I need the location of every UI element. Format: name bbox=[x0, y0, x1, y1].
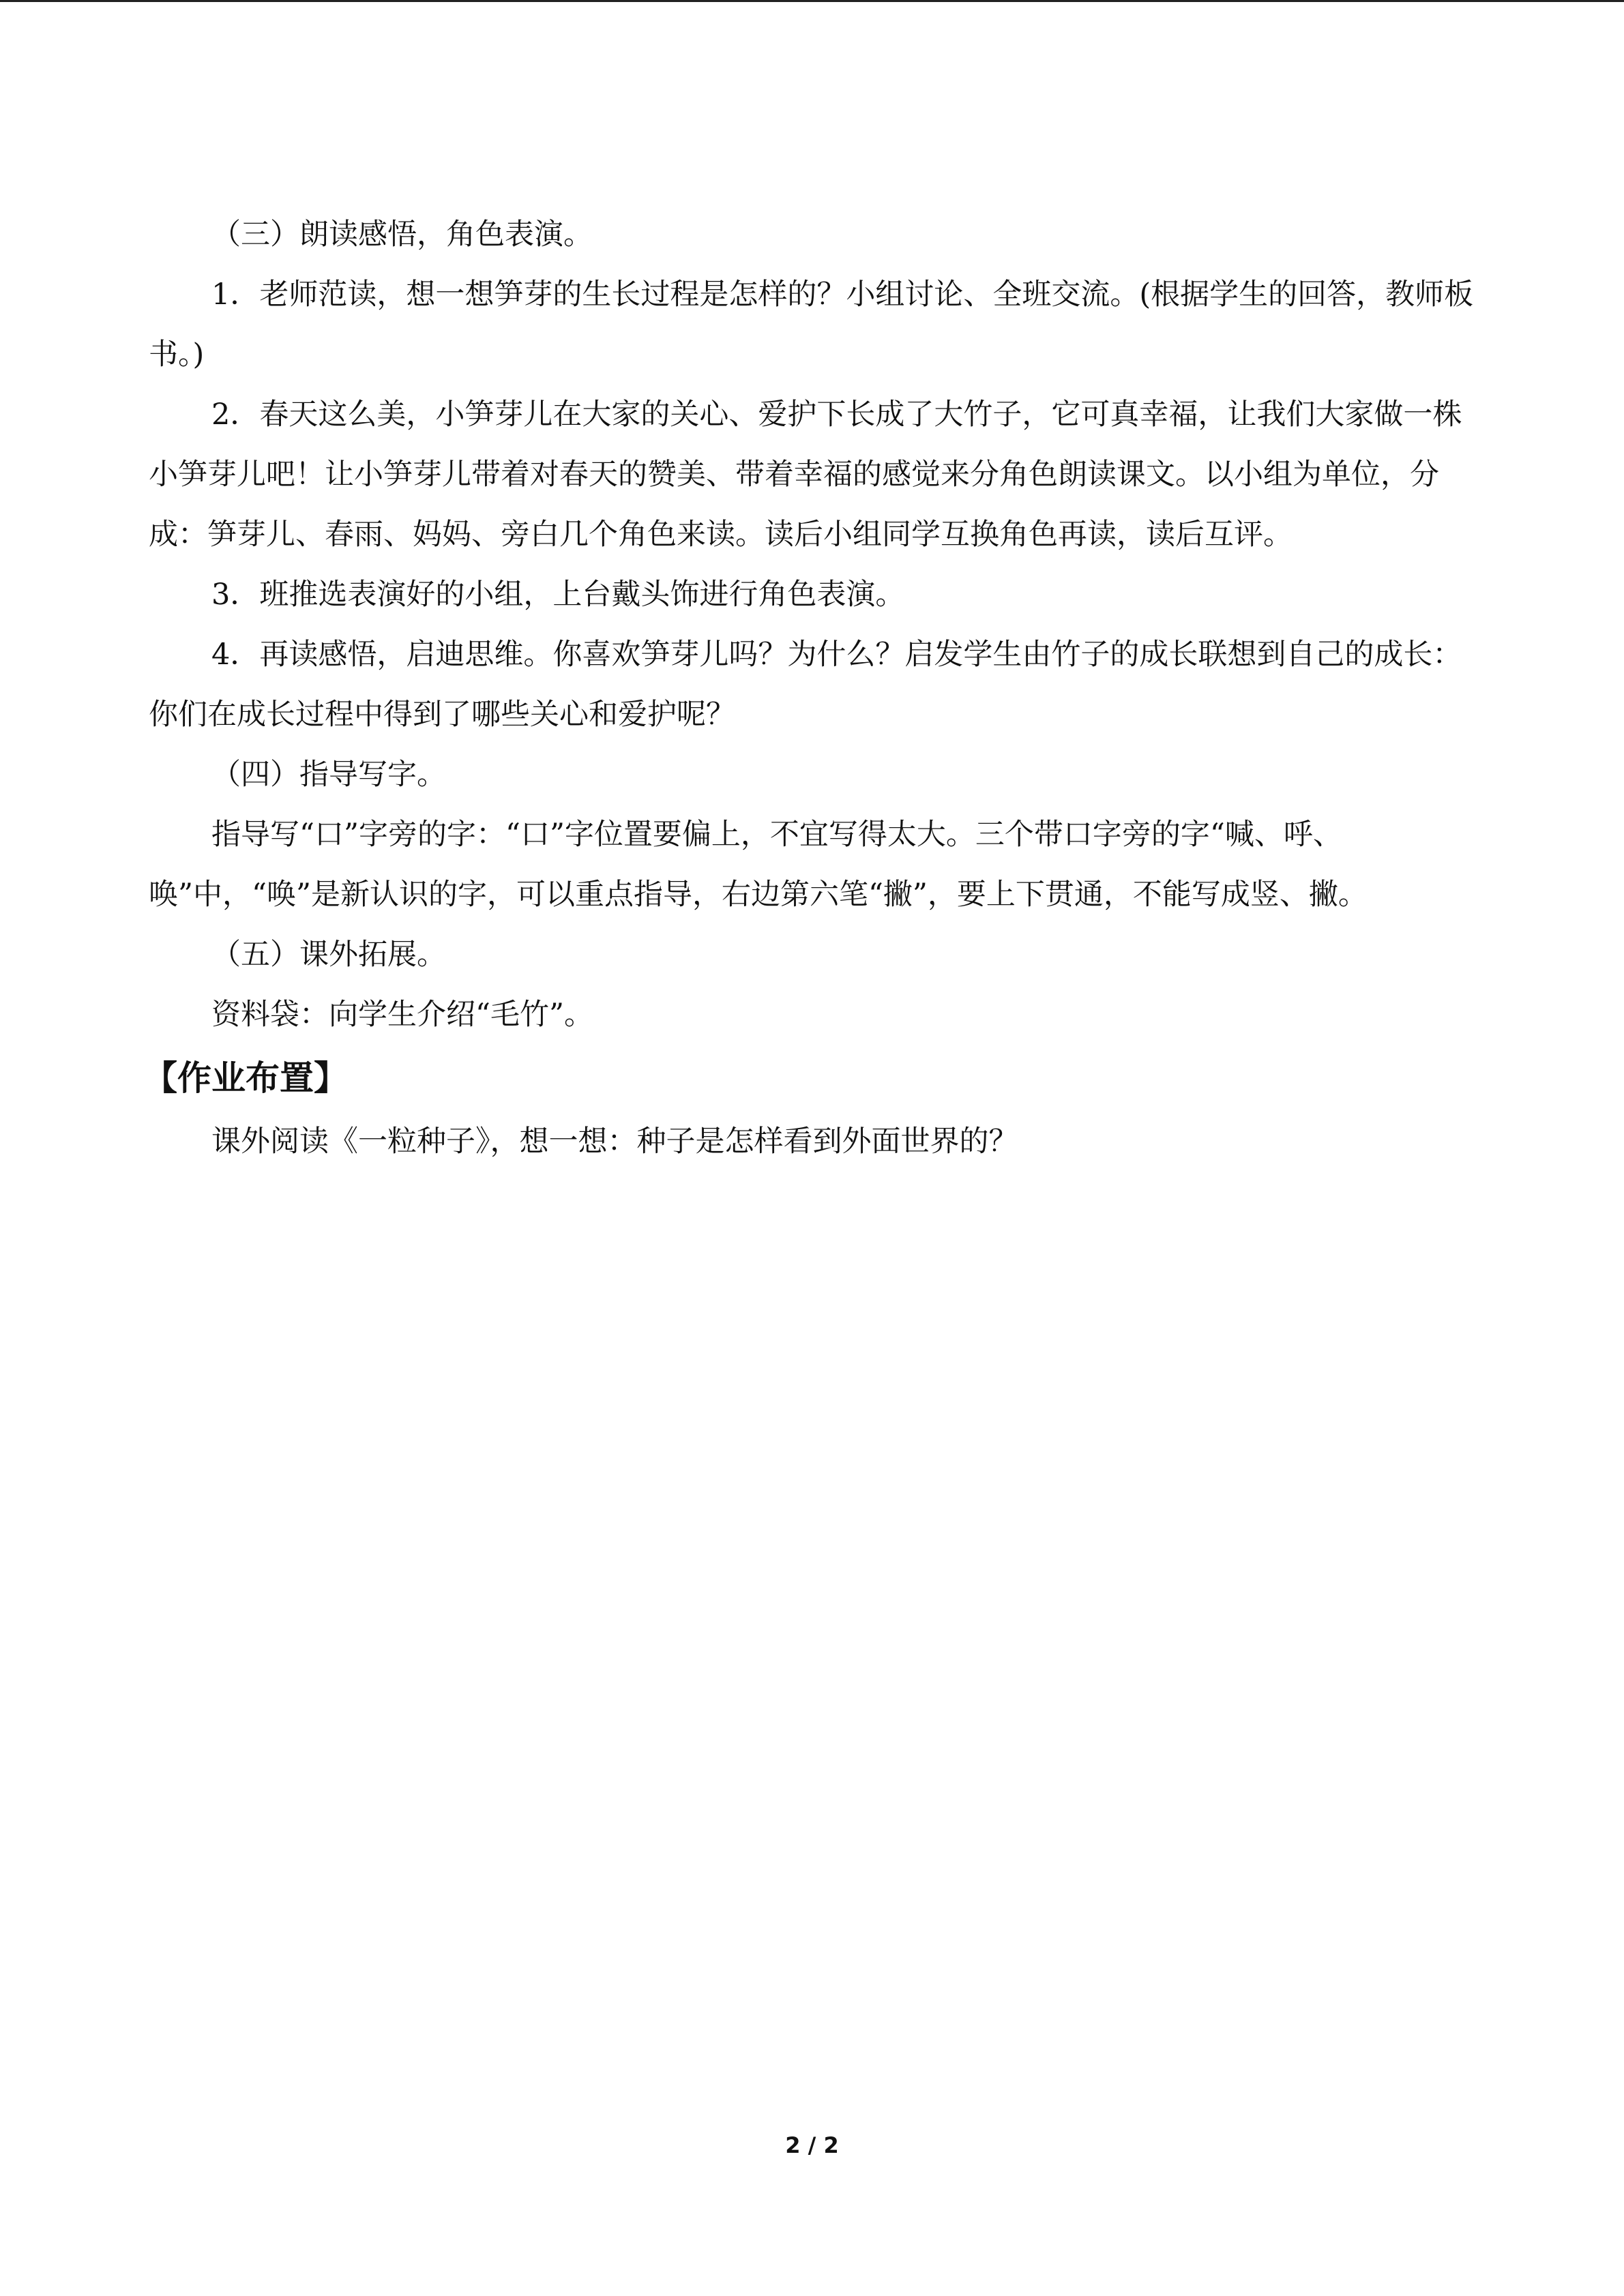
paragraph-item-2: 2．春天这么美，小笋芽儿在大家的关心、爱护下长成了大竹子，它可真幸福，让我们大家做一株小笋芽儿吧！让小笋芽儿带着对春天的赞美、带着幸福的感觉来分角色朗读课文。以小组为单位，分成：笋芽儿、春雨、妈妈、旁白几个角色来读。读后小组同学互换角色再读，读后互评。 bbox=[149, 398, 1462, 552]
section-heading-extension: （五）课外拓展。 bbox=[211, 938, 446, 972]
document-body bbox=[143, 205, 1475, 1172]
top-border-line bbox=[0, 0, 1624, 2]
paragraph-resource-bag: 资料袋：向学生介绍“毛竹”。 bbox=[211, 998, 593, 1032]
homework-heading: 【作业布置】 bbox=[143, 1058, 348, 1098]
paragraph-homework: 课外阅读《一粒种子》，想一想：种子是怎样看到外面世界的？ bbox=[211, 1124, 1018, 1159]
page-number: 2 / 2 bbox=[785, 2132, 839, 2158]
section-heading-reading: （三）朗读感悟，角色表演。 bbox=[211, 218, 593, 252]
paragraph-item-3: 3．班推选表演好的小组，上台戴头饰进行角色表演。 bbox=[211, 578, 905, 612]
section-heading-writing: （四）指导写字。 bbox=[211, 758, 446, 792]
paragraph-item-4: 4．再读感悟，启迪思维。你喜欢笋芽儿吗？为什么？启发学生由竹子的成长联想到自己的成长：你们在成长过程中得到了哪些关心和爱护呢？ bbox=[149, 638, 1462, 732]
paragraph-writing-guide: 指导写“口”字旁的字：“口”字位置要偏上，不宜写得太大。三个带口字旁的字“喊、呼、唤”中，“唤”是新认识的字，可以重点指导，右边第六笔“撇”，要上下贯通，不能写成竖、撇。 bbox=[149, 818, 1368, 912]
paragraph-item-1: 1．老师范读，想一想笋芽的生长过程是怎样的？小组讨论、全班交流。(根据学生的回答，教师板书。) bbox=[149, 278, 1474, 372]
